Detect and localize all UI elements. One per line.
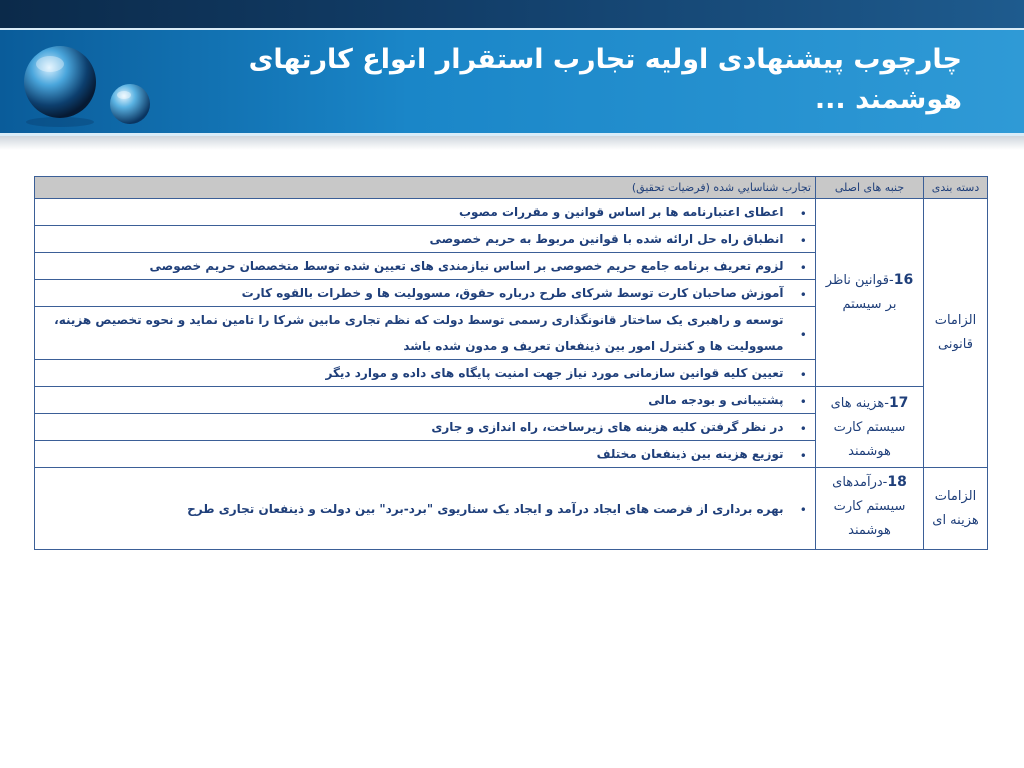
aspect-label: -قوانین ناظر بر سیستم — [825, 273, 897, 312]
aspect-18 — [816, 468, 924, 550]
bullet-icon: • — [792, 280, 816, 307]
list-item: انطباق راه حل ارائه شده با قوانین مربوط به حریم خصوصی — [35, 226, 792, 253]
category-cost: الزامات هزینه ای — [924, 468, 988, 550]
list-item: لزوم تعریف برنامه جامع حریم خصوصی بر اساس نیازمندی های تعیین شده توسط متخصصان حریم خصوصی — [35, 253, 792, 280]
header-category: دسته بندی — [924, 177, 988, 199]
list-item: بهره برداری از فرصت های ایجاد درآمد و ایجاد یک سناریوی "برد-برد" بین دولت و ذینفعان تجاری طرح — [35, 468, 792, 550]
experience-table — [34, 176, 988, 550]
aspect-label: -هزینه های سیستم کارت هوشمند — [830, 395, 906, 459]
header-aspect: جنبه های اصلی — [816, 177, 924, 199]
bullet-icon: • — [792, 307, 816, 360]
aspect-16 — [816, 199, 924, 387]
slide-title-line-2: هوشمند ... — [814, 84, 962, 115]
bullet-icon: • — [792, 226, 816, 253]
globe-logo-icon — [20, 38, 160, 130]
aspect-number: 16 — [893, 272, 914, 288]
slide-title — [202, 40, 962, 120]
banner-shadow — [0, 136, 1024, 150]
list-item: در نظر گرفتن کلیه هزینه های زیرساخت، راه اندازی و جاری — [35, 414, 792, 441]
list-item: اعطای اعتبارنامه ها بر اساس قوانین و مقررات مصوب — [35, 199, 792, 226]
bullet-icon: • — [792, 441, 816, 468]
list-item: توسعه و راهبری یک ساختار قانونگذاری رسمی توسط دولت که نظم تجاری مابین شرکا را تامین نماید و نحوه تخصیص هزینه، مسوولیت ها و کنترل امور بین ذینفعان تعریف و مدون شده باشد — [35, 307, 792, 360]
slide-title-line-1: چارچوب پیشنهادی اولیه تجارب استقرار انواع کارتهای — [248, 44, 962, 75]
top-bar — [0, 0, 1024, 28]
bullet-icon: • — [792, 253, 816, 280]
list-item: تعیین کلیه قوانین سازمانی مورد نیاز جهت امنیت پایگاه های داده و موارد دیگر — [35, 360, 792, 387]
header-experience: تجارب شناسايي شده (فرضيات تحقيق) — [35, 177, 816, 199]
bullet-icon: • — [792, 360, 816, 387]
list-item: پشتیبانی و بودجه مالی — [35, 387, 792, 414]
bullet-icon: • — [792, 199, 816, 226]
table-header-row — [35, 177, 988, 199]
table-row — [35, 468, 988, 550]
bullet-icon: • — [792, 468, 816, 550]
list-item: آموزش صاحبان کارت توسط شرکای طرح درباره حقوق، مسوولیت ها و خطرات بالقوه کارت — [35, 280, 792, 307]
aspect-label: -درآمدهای سیستم کارت هوشمند — [832, 475, 906, 538]
table-row — [35, 199, 988, 226]
aspect-number: 18 — [887, 474, 907, 490]
bullet-icon: • — [792, 414, 816, 441]
table-row — [35, 387, 988, 414]
category-legal: الزامات قانونی — [924, 199, 988, 468]
aspect-17 — [816, 387, 924, 468]
aspect-number: 17 — [888, 394, 909, 411]
list-item: توزیع هزینه بین ذینفعان مختلف — [35, 441, 792, 468]
bullet-icon: • — [792, 387, 816, 414]
